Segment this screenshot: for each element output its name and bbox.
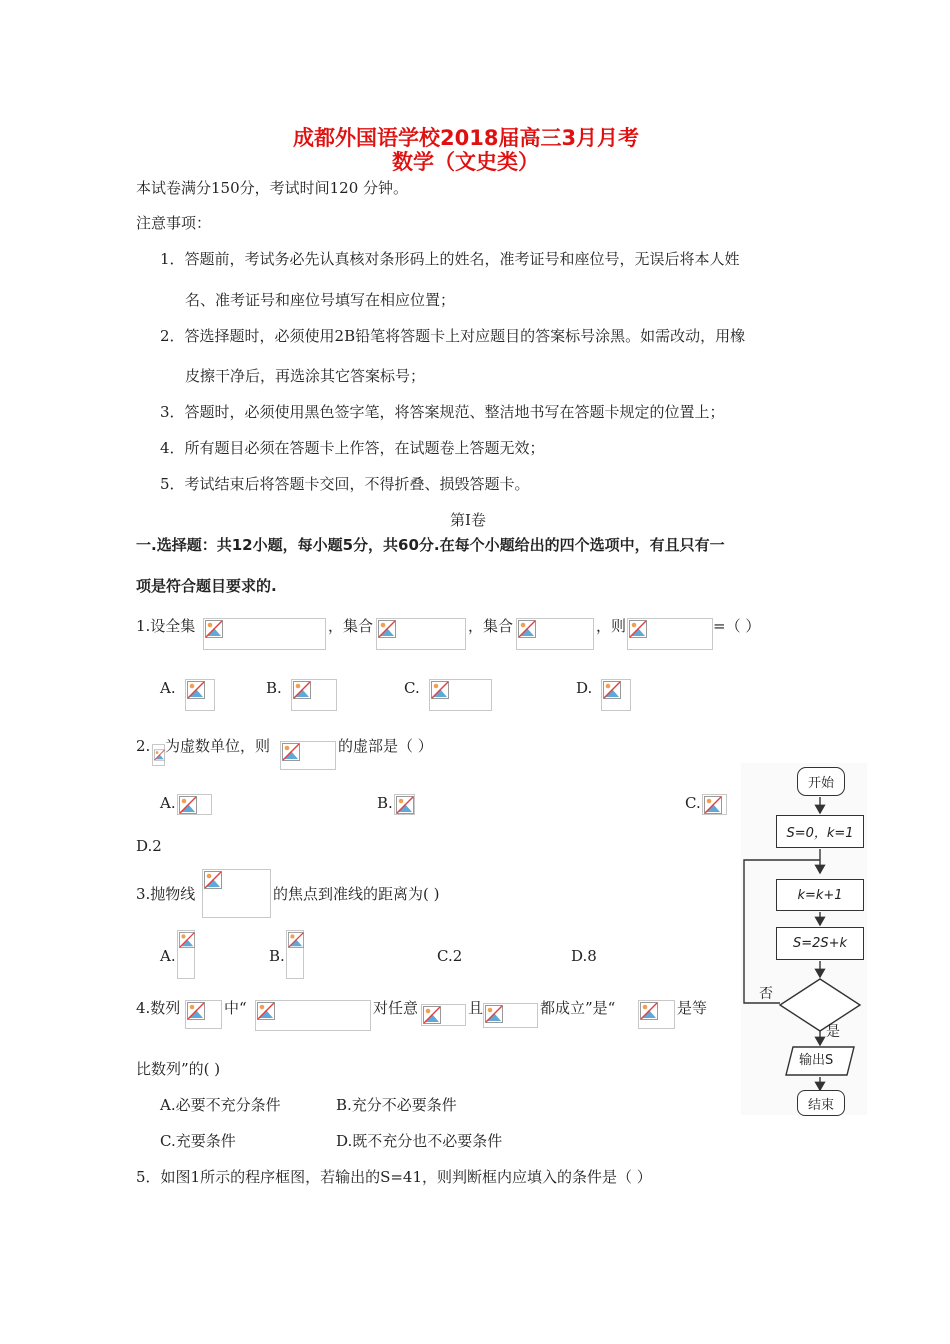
flowchart-output: 输出S — [799, 1053, 834, 1068]
broken-image-icon — [396, 796, 414, 814]
section-name: 第Ⅰ卷 — [450, 511, 486, 529]
flowchart-end: 结束 — [797, 1090, 845, 1116]
broken-image-icon — [293, 681, 311, 699]
flowchart-init: S=0，k=1 — [776, 815, 864, 848]
notice-item: 名、准考证号和座位号填写在相应位置； — [185, 291, 456, 309]
q1-text: ，集合 — [468, 617, 514, 635]
formula-image — [202, 869, 271, 918]
formula-image — [483, 1003, 538, 1028]
q4-option: B.充分不必要条件 — [336, 1096, 457, 1114]
broken-image-icon — [423, 1006, 441, 1024]
formula-image — [421, 1004, 466, 1026]
q2-option: B. — [377, 794, 393, 812]
formula-image — [185, 1000, 222, 1029]
q1-option: C. — [404, 679, 420, 697]
formula-image — [638, 1000, 675, 1029]
notice-item: 2．答选择题时，必须使用2B铅笔将答题卡上对应题目的答案标号涂黑。如需改动，用橡 — [160, 327, 746, 345]
broken-image-icon — [518, 620, 536, 638]
notice-item: 5．考试结束后将答题卡交回，不得折叠、损毁答题卡。 — [160, 475, 530, 493]
broken-image-icon — [257, 1002, 275, 1020]
notice-item: 皮擦干净后，再选涂其它答案标号； — [185, 367, 426, 385]
q1-text: ，则 — [596, 617, 627, 635]
q4-option: C.充要条件 — [160, 1132, 236, 1150]
formula-image — [177, 930, 195, 979]
q4-text: 对任意 — [373, 999, 419, 1017]
section-heading: 项是符合题目要求的. — [136, 577, 277, 595]
formula-image — [702, 794, 727, 815]
broken-image-icon — [640, 1002, 658, 1020]
broken-image-icon — [179, 796, 197, 814]
formula-image — [203, 618, 326, 650]
q3-option: C.2 — [437, 947, 463, 965]
broken-image-icon — [431, 681, 449, 699]
q1-text: ，集合 — [328, 617, 374, 635]
decision-diamond — [780, 979, 860, 1031]
q4-text: 且 — [468, 999, 484, 1017]
q3-option: B. — [269, 947, 285, 965]
q2-option: A. — [160, 794, 176, 812]
notice-heading: 注意事项： — [136, 214, 212, 232]
formula-image — [255, 1000, 371, 1031]
q4-text: 4.数列 — [136, 999, 181, 1017]
q4-text: 比数列”的( ) — [136, 1060, 221, 1078]
flowchart-yes-label: 是 — [826, 1024, 840, 1040]
formula-image — [152, 744, 165, 766]
q2-text: 的虚部是（ ） — [338, 737, 433, 755]
q1-option: D. — [576, 679, 593, 697]
broken-image-icon — [187, 681, 205, 699]
formula-image — [286, 930, 304, 979]
q1-text: 1.设全集 — [136, 617, 196, 635]
formula-image — [280, 741, 336, 770]
q3-text: 3.抛物线 — [136, 885, 196, 903]
formula-image — [376, 618, 466, 650]
broken-image-icon — [378, 620, 396, 638]
flowchart-step2: S=2S+k — [776, 927, 864, 960]
flowchart-no-label: 否 — [759, 986, 773, 1002]
broken-image-icon — [204, 871, 222, 889]
broken-image-icon — [187, 1002, 205, 1020]
broken-image-icon — [485, 1005, 503, 1023]
formula-image — [394, 794, 415, 815]
q2-option: C. — [685, 794, 701, 812]
broken-image-icon — [603, 681, 621, 699]
q3-option: A. — [160, 947, 176, 965]
q1-option: B. — [266, 679, 282, 697]
q3-text: 的焦点到准线的距离为( ) — [273, 885, 440, 903]
formula-image — [185, 679, 215, 711]
q2-option: D.2 — [136, 837, 162, 855]
broken-image-icon — [154, 746, 165, 764]
formula-image — [177, 794, 212, 815]
formula-image — [627, 618, 713, 650]
notice-item: 4．所有题目必须在答题卡上作答，在试题卷上答题无效； — [160, 439, 545, 457]
broken-image-icon — [282, 743, 300, 761]
exam-title: 成都外国语学校2018届高三3月月考 — [293, 126, 640, 150]
flowchart-step1: k=k+1 — [776, 879, 864, 911]
broken-image-icon — [704, 796, 722, 814]
q2-text: 2. — [136, 737, 151, 755]
broken-image-icon — [179, 932, 195, 948]
broken-image-icon — [205, 620, 223, 638]
q1-option: A. — [160, 679, 176, 697]
formula-image — [429, 679, 492, 711]
broken-image-icon — [288, 932, 304, 948]
notice-item: 1．答题前，考试务必先认真核对条形码上的姓名，准考证号和座位号，无误后将本人姓 — [160, 250, 740, 268]
exam-subtitle: 数学（文史类） — [392, 150, 539, 174]
flowchart — [741, 763, 867, 1115]
q4-text: 都成立”是“ — [540, 999, 616, 1017]
formula-image — [291, 679, 337, 711]
formula-image — [601, 679, 631, 711]
section-heading: 一.选择题：共12小题，每小题5分，共60分.在每个小题给出的四个选项中，有且只有一 — [136, 536, 725, 554]
q4-text: 中“ — [224, 999, 247, 1017]
intro-text: 本试卷满分150分，考试时间120 分钟。 — [136, 179, 409, 197]
formula-image — [516, 618, 594, 650]
q2-text: 为虚数单位，则 — [165, 737, 271, 755]
q4-option: A.必要不充分条件 — [160, 1096, 281, 1114]
q4-option: D.既不充分也不必要条件 — [336, 1132, 503, 1150]
flowchart-start: 开始 — [797, 767, 845, 796]
broken-image-icon — [629, 620, 647, 638]
q5-text: 5．如图1所示的程序框图，若输出的S=41，则判断框内应填入的条件是（ ） — [136, 1168, 652, 1186]
q1-text: =（ ） — [713, 617, 761, 635]
q3-option: D.8 — [571, 947, 597, 965]
q4-text: 是等 — [677, 999, 708, 1017]
notice-item: 3．答题时，必须使用黑色签字笔，将答案规范、整洁地书写在答题卡规定的位置上； — [160, 403, 725, 421]
